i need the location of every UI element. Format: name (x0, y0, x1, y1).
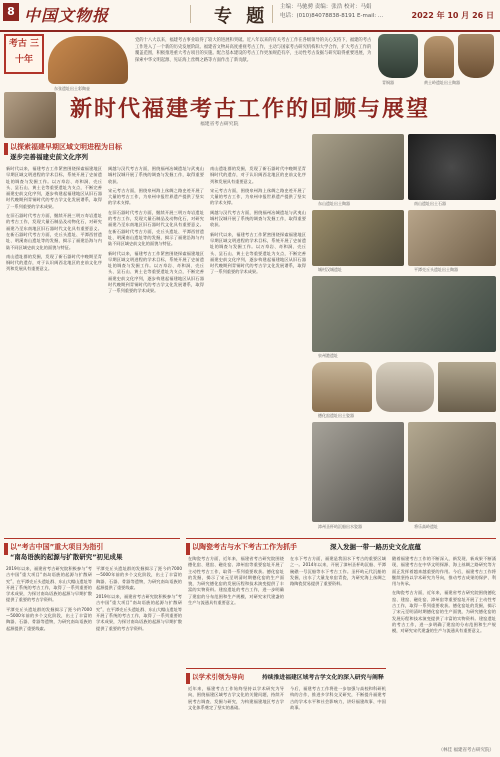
header-divider (190, 5, 191, 23)
section-divider (4, 538, 180, 539)
figure-caption: 城村汉城遗址 (318, 267, 342, 272)
page-number: 8 (3, 3, 19, 21)
figure-caption: 南山遗址出土石器 (414, 201, 446, 206)
section-subheading: 逐步完善福建史前文化序列 (10, 153, 88, 161)
figure-caption: 漳州圣杯屿沉船出水瓷器 (318, 524, 362, 529)
article-column: 闽越与汉代考古方面，围绕福州冶城遗址与武夷山城村汉城开展了系统的调查与发掘工作，取得重要收获。 宋元考古方面，围绕泉州海上丝绸之路史迹开展了大量的考古工作，为泉州申报世界遗产提供了坚实的学术支撑。 在旧石器时代考古方面，继续开展三明万寿岩遗址的考古工作，发现大量石制品及动物化石，对研究福建乃至东南地区旧石器时代文化具有重要意义。在新石器时代考古方面，壳丘头遗址、平潭西营遗址、明溪南山遗址等的发掘，揭示了福建沿海与内陆不同区域史前文化的面貌与特征。 新时代以来，福建考古工作紧密围绕探索福建地区早期区域文明进程的学术目标，系统开展了史前遗址的调查与发掘工作。以万寿岩、奇和洞、壳丘头、昙石山、黄土仑等重要遗址为支点，不断完善福建史前文化序列，逐步构建起福建地区从旧石器时代晚期到青铜时代的考古学文化发展谱系，取得了一系列重要的学术成果。 (108, 166, 204, 294)
excavation-photo (312, 276, 496, 352)
figure-caption: 德化窑遗址出土瓷器 (318, 413, 354, 418)
section-subheading: 持续推进福建区域考古学文化的深入研究与阐释 (262, 675, 384, 681)
section-divider (186, 538, 496, 539)
pottery-photo (424, 36, 454, 78)
porcelain-photo (376, 362, 434, 412)
painted-pot-photo (48, 36, 128, 84)
article-column: 新时代以来，福建考古工作紧密围绕探索福建地区早期区域文明进程的学术目标，系统开展了史前遗址的调查与发掘工作。以万寿岩、奇和洞、壳丘头、昙石山、黄土仑等重要遗址为支点，不断完善福建史前文化序列，逐步构建起福建地区从旧石器时代晚期到青铜时代的考古学文化发展谱系，取得了一系列重要的学术成果。 在旧石器时代考古方面，继续开展三明万寿岩遗址的考古工作，发现大量石制品及动物化石，对研究福建乃至东南地区旧石器时代文化具有重要意义。在新石器时代考古方面，壳丘头遗址、平潭西营遗址、明溪南山遗址等的发掘，揭示了福建沿海与内陆不同区域史前文化的面貌与特征。 南山遗址群的发掘，发现了新石器时代中晚期至青铜时代的遗存，对于认识闽西北地区的史前文化序列和发展具有重要意义。 (6, 166, 102, 272)
main-title: 新时代福建考古工作的回顾与展望 (69, 96, 430, 122)
stone-tools-photo (408, 134, 496, 200)
issue-date: 2022 年 10 月 26 日 (411, 11, 494, 20)
column-stamp: 考古 三十年 (4, 34, 44, 74)
heading-marker (4, 143, 8, 155)
article-column: 随着福建考古工作的不断深入，新发现、新成果不断涌现，福建考古在中华文明探源、海上丝绸之路研究等方面正发挥着越来越重要的作用。今后，福建考古工作将继续坚持以学术研究为导向，推动考古成果的保护、利用与传承。 在陶瓷考古方面，近年来，福建省考古研究院围绕德化窑、建窑、磁灶窑、漳州窑等重要窑址开展了主动性考古工作，取得一系列重要收获。德化窑址的发掘，揭示了宋元至明清时期德化窑的生产面貌，为研究德化窑的发展历程和技术演变提供了丰富的实物资料。建窑遗址的考古工作，进一步明确了建窑的分布范围和生产规模，对研究宋代建盏的生产与流通具有重要意义。 (392, 556, 496, 634)
section-heading: 以探索福建早期区域文明进程为目标 (10, 143, 122, 151)
page-header (0, 0, 500, 32)
section-divider (186, 668, 386, 669)
pottery-photo (458, 34, 494, 78)
intro-paragraph: 党的十八大以来，福建考古事业取得了较大的进展和突破。近八年以来的有关考古工作在各级领导的关心支持下，福建的考古工作进入了一个新的历史发展阶段。福建省文物局高度重视考古工作，主动与国家考古研究机构和大学合作，扩大考古工作的覆盖范围，积极推进重大考古项目的实施。配合基本建设的考古工作更加规范有序，主动性考古发掘与研究取得重要进展，为探索中华文明起源、见证海上丝绸之路等方面作出了新贡献。 (135, 38, 372, 63)
artifact-photo (4, 92, 56, 138)
section-title: 专 题 (214, 6, 269, 27)
editor-info: 主编：马驰骋 责编：张浩 校对：马娟 电话：(010)84078838-8191 E-mail: ... (280, 4, 384, 19)
author: 福建省考古研究院 (200, 122, 239, 127)
figure-caption: 东山遗址出土陶器 (318, 201, 350, 206)
figure-caption: 泉州港遗址 (318, 353, 338, 358)
bronze-vessel-photo (378, 34, 418, 78)
article-column: 近年来，福建考古工作始终坚持以学术研究为导向，围绕福建区域考古学文化的关键问题，持续开展考古调查、发掘与研究，为构建福建地区考古学文化体系奠定了坚实的基础。 (188, 686, 284, 710)
article-column: 今后，福建考古工作将进一步加强与高校和科研机构的合作，推进多学科交叉研究，不断提升福建考古的学术水平和社会影响力，讲好福建故事、中国故事。 (290, 686, 386, 710)
section-heading: 以“考古中国”重大项目为指引 (10, 543, 104, 551)
site-photo (408, 422, 496, 522)
figure-caption: 将乐高岭遗址 (414, 524, 438, 529)
section-subheading: 深入发掘一带一路历史文化底蕴 (330, 543, 421, 551)
article-column: 在陶瓷考古方面，近年来，福建省考古研究院围绕德化窑、建窑、磁灶窑、漳州窑等重要窑址开展了主动性考古工作，取得一系列重要收获。德化窑址的发掘，揭示了宋元至明清时期德化窑的生产面貌，为研究德化窑的发展历程和技术演变提供了丰富的实物资料。建窑遗址的考古工作，进一步明确了建窑的分布范围和生产规模，对研究宋代建盏的生产与流通具有重要意义。 (188, 556, 284, 606)
section-heading: 以学术引领为导向 (192, 673, 244, 681)
heading-marker (186, 543, 190, 555)
heading-marker (4, 543, 8, 555)
section-subheading: “南岛语族的起源与扩散研究”初见成果 (10, 553, 123, 561)
article-column: 在水下考古方面，福建是我国水下考古的重要区域之一。2014年以来，开展了漳州圣杯屿沉船、平潭碗礁一号沉船等水下考古工作。圣杯屿元代沉船的发掘，出水了大量龙泉窑青瓷，为研究海上丝绸之路陶瓷贸易提供了重要资料。 (290, 556, 386, 587)
article-author: （林佳 福建省考古研究院） (438, 748, 494, 753)
article-column: 平潭壳丘头遗址群的发掘揭示了距今约7000—5000年前的多个文化阶段，出土了丰富的陶器、石器、骨器等遗物，为研究南岛语族的起源提供了重要线索。 2019年以来，福建省考古研究院积极参与“考古中国”重大项目“南岛语族的起源与扩散研究”，在平潭壳丘头遗址群、东山大帽山遗址等开展了系统的考古工作，取得了一系列重要的学术成果，为探讨南岛语族的起源与早期扩散提供了重要的考古学资料。 (96, 566, 182, 631)
newspaper-title: 中国文物报 (24, 6, 110, 25)
shipwreck-photo (312, 422, 404, 522)
caption: 黄土岭遗址出土陶器 (424, 80, 460, 85)
site-photo (312, 210, 404, 266)
porcelain-photo (312, 362, 372, 412)
heading-marker (186, 673, 190, 684)
section-heading: 以陶瓷考古与水下考古工作为抓手 (192, 543, 297, 551)
figure-caption: 平潭壳丘头遗址出土陶器 (414, 267, 458, 272)
caption: 东张遗址出土彩陶壶 (54, 86, 90, 91)
article-column: 南山遗址群的发掘，发现了新石器时代中晚期至青铜时代的遗存，对于认识闽西北地区的史前文化序列和发展具有重要意义。 宋元考古方面，围绕泉州海上丝绸之路史迹开展了大量的考古工作，为泉州申报世界遗产提供了坚实的学术支撑。 闽越与汉代考古方面，围绕福州冶城遗址与武夷山城村汉城开展了系统的调查与发掘工作，取得重要收获。 新时代以来，福建考古工作紧密围绕探索福建地区早期区域文明进程的学术目标，系统开展了史前遗址的调查与发掘工作。以万寿岩、奇和洞、壳丘头、昙石山、黄土仑等重要遗址为支点，不断完善福建史前文化序列，逐步构建起福建地区从旧石器时代晚期到青铜时代的考古学文化发展谱系，取得了一系列重要的学术成果。 (210, 166, 306, 275)
article-column: 2019年以来，福建省考古研究院积极参与“考古中国”重大项目“南岛语族的起源与扩散研究”，在平潭壳丘头遗址群、东山大帽山遗址等开展了系统的考古工作，取得了一系列重要的学术成果，为探讨南岛语族的起源与早期扩散提供了重要的考古学资料。 平潭壳丘头遗址群的发掘揭示了距今约7000—5000年前的多个文化阶段，出土了丰富的陶器、石器、骨器等遗物，为研究南岛语族的起源提供了重要线索。 (6, 566, 92, 631)
porcelain-photo (438, 362, 496, 412)
pottery-photo (408, 210, 496, 266)
caption: 青铜器 (382, 80, 394, 85)
site-photo (312, 134, 404, 200)
header-divider (272, 5, 273, 23)
